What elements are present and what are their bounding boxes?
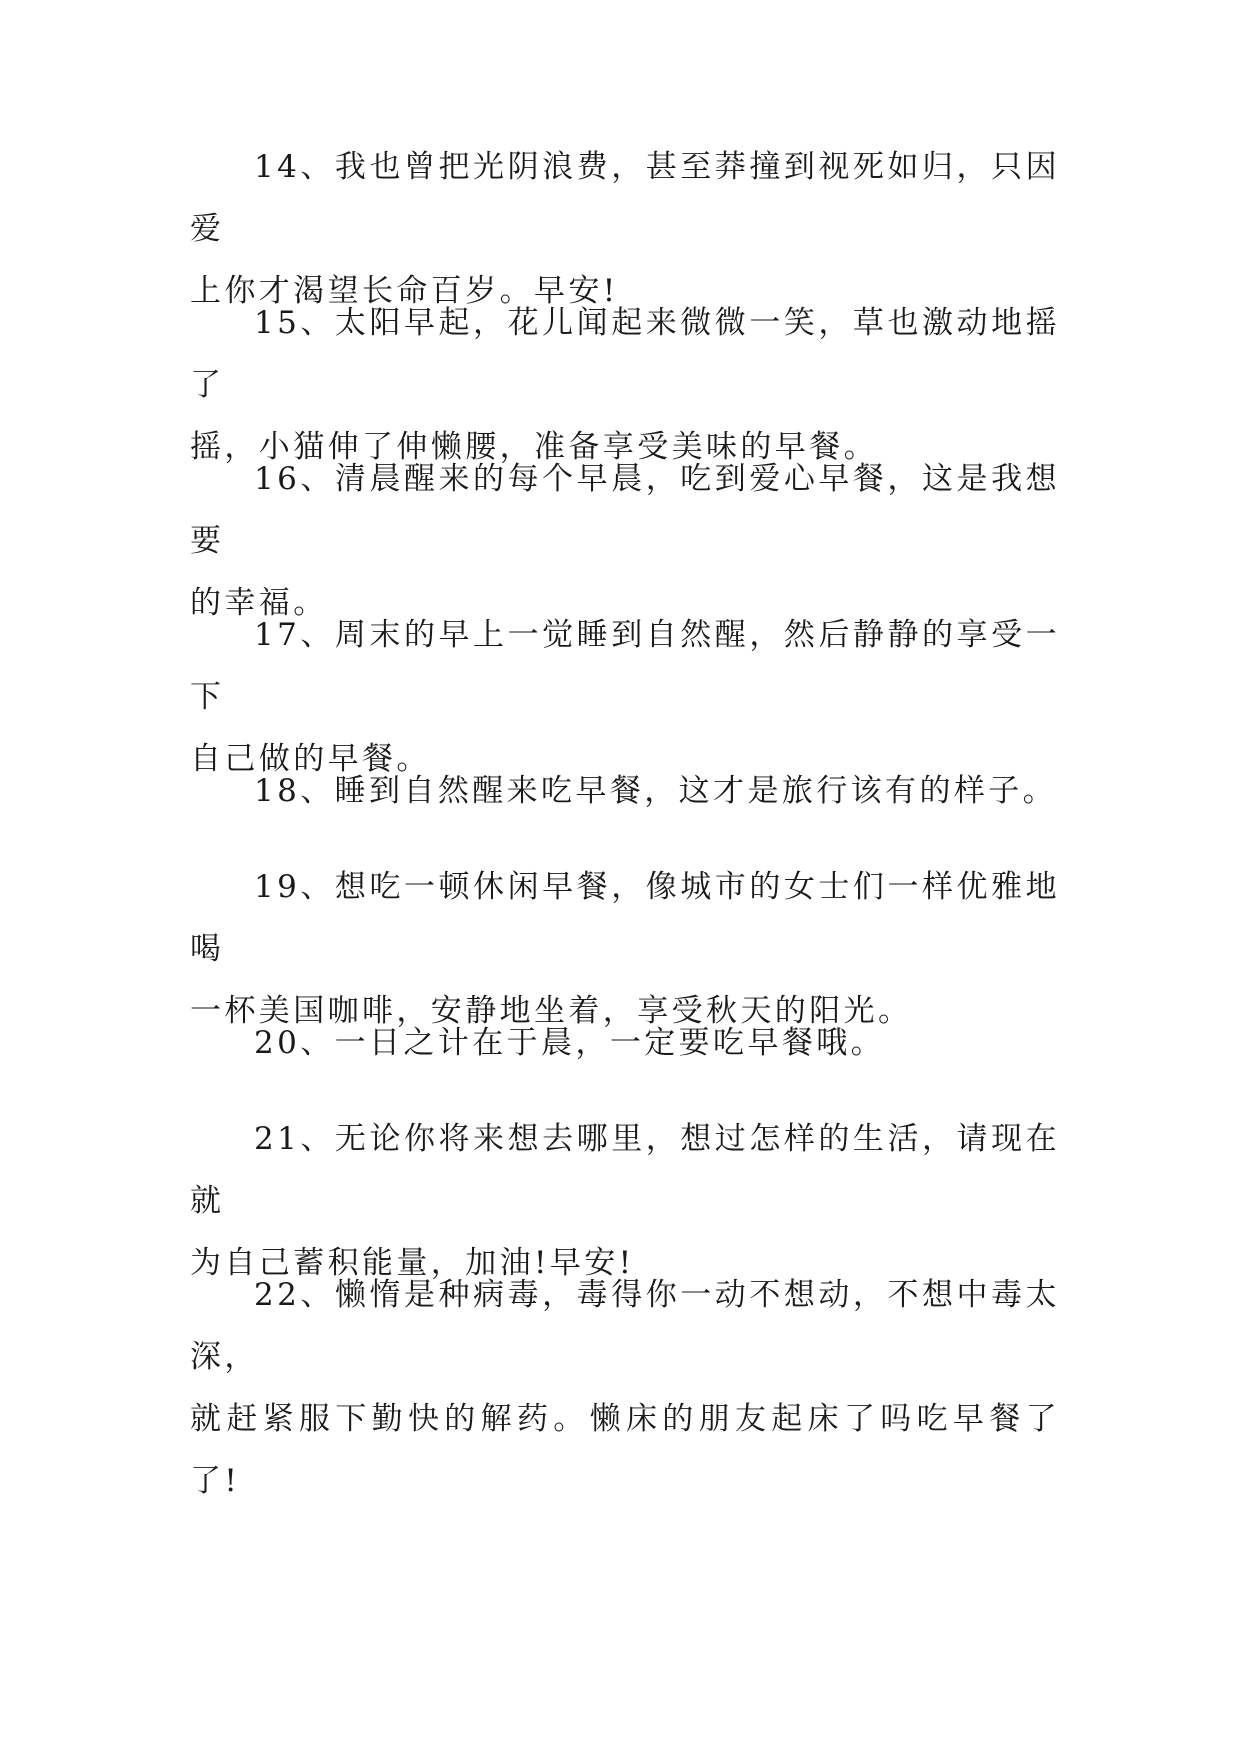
paragraph-line: 为自己蓄积能量，加油!早安! [190,1245,635,1281]
paragraph-line: 17、周末的早上一觉睡到自然醒，然后静静的享受一下 [190,617,1060,715]
paragraph-18 [190,760,1060,822]
paragraph-20 [190,1012,1060,1074]
paragraph-line: 摇，小猫伸了伸懒腰，准备享受美味的早餐。 [190,429,878,465]
paragraph-line: 18、睡到自然醒来吃早餐，这才是旅行该有的样子。 [254,773,1058,809]
paragraph-line: 的幸福。 [190,585,328,621]
paragraph-line: 就赶紧服下勤快的解药。懒床的朋友起床了吗吃早餐了了! [190,1401,1060,1499]
paragraph-line: 自己做的早餐。 [190,741,431,777]
paragraph-line: 22、懒惰是种病毒，毒得你一动不想动，不想中毒太深， [190,1277,1060,1375]
paragraph-line: 一杯美国咖啡，安静地坐着，享受秋天的阳光。 [190,993,913,1029]
paragraph-line: 20、一日之计在于晨，一定要吃早餐哦。 [254,1025,886,1061]
paragraph-line: 16、清晨醒来的每个早晨，吃到爱心早餐，这是我想要 [190,461,1060,559]
paragraph-line: 19、想吃一顿休闲早餐，像城市的女士们一样优雅地喝 [190,869,1060,967]
paragraph-line: 14、我也曾把光阴浪费，甚至莽撞到视死如归，只因爱 [190,149,1060,247]
paragraph-line: 上你才渴望长命百岁。早安! [190,273,619,309]
paragraph-22 [190,1264,1060,1512]
paragraph-line: 15、太阳早起，花儿闻起来微微一笑，草也激动地摇了 [190,305,1060,403]
paragraph-line: 21、无论你将来想去哪里，想过怎样的生活，请现在就 [190,1121,1060,1219]
